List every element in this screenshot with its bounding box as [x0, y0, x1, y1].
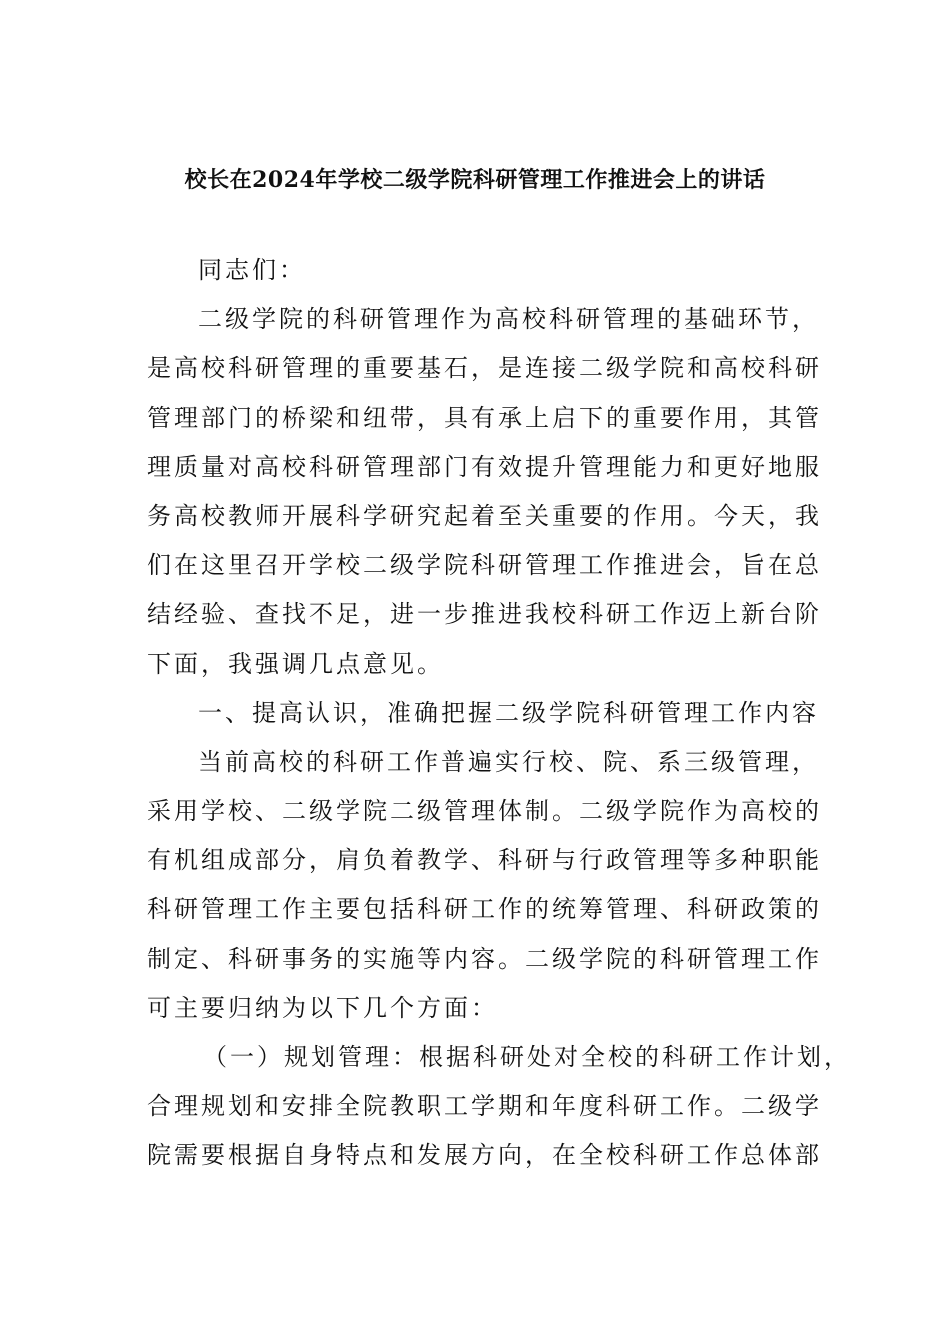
paragraph-1-line-4: 理质量对高校科研管理部门有效提升管理能力和更好地服 [147, 452, 822, 481]
paragraph-2-line-4: 科研管理工作主要包括科研工作的统筹管理、科研政策的 [147, 895, 822, 924]
paragraph-1-line-1: 二级学院的科研管理作为高校科研管理的基础环节， [198, 305, 819, 334]
paragraph-1-line-6: 们在这里召开学校二级学院科研管理工作推进会，旨在总 [147, 551, 822, 580]
paragraph-2-line-6: 可主要归纳为以下几个方面： [147, 993, 498, 1022]
paragraph-1-line-5: 务高校教师开展科学研究起着至关重要的作用。今天，我 [147, 501, 822, 530]
document-body [147, 246, 851, 1181]
paragraph-1-line-7: 结经验、查找不足，进一步推进我校科研工作迈上新台阶 [147, 600, 822, 629]
paragraph-1-line-8: 下面，我强调几点意见。 [147, 649, 444, 678]
paragraph-1-line-2: 是高校科研管理的重要基石，是连接二级学院和高校科研 [147, 354, 822, 383]
paragraph-3-line-1: （一）规划管理：根据科研处对全校的科研工作计划， [203, 1043, 851, 1071]
paragraph-1-line-3: 管理部门的桥梁和纽带，具有承上启下的重要作用，其管 [147, 403, 822, 432]
paragraph-2-line-3: 有机组成部分，肩负着教学、科研与行政管理等多种职能 [147, 846, 822, 875]
section-heading-1: 一、提高认识，准确把握二级学院科研管理工作内容 [198, 698, 819, 727]
paragraph-2-line-2: 采用学校、二级学院二级管理体制。二级学院作为高校的 [147, 797, 822, 826]
paragraph-3-line-3: 院需要根据自身特点和发展方向，在全校科研工作总体部 [147, 1141, 822, 1170]
paragraph-2-line-1: 当前高校的科研工作普遍实行校、院、系三级管理， [198, 747, 819, 776]
salutation: 同志们： [198, 256, 306, 284]
document-title: 校长在2024年学校二级学院科研管理工作推进会上的讲话 [184, 167, 766, 193]
paragraph-2-line-5: 制定、科研事务的实施等内容。二级学院的科研管理工作 [147, 944, 822, 973]
paragraph-3-line-2: 合理规划和安排全院教职工学期和年度科研工作。二级学 [147, 1092, 822, 1121]
